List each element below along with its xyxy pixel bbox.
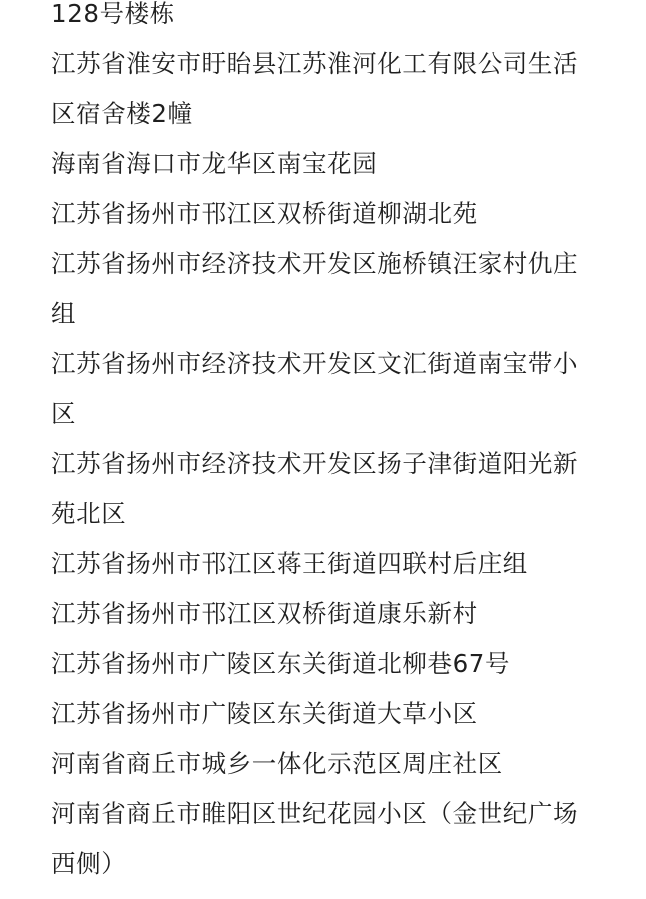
address-line: 江苏省扬州市经济技术开发区施桥镇汪家村仇庄 <box>51 249 579 278</box>
address-line: 组 <box>51 299 77 328</box>
address-line: 海南省海口市龙华区南宝花园 <box>51 149 378 178</box>
address-line: 区 <box>51 399 77 428</box>
address-line: 江苏省扬州市邗江区双桥街道柳湖北苑 <box>51 199 478 228</box>
address-line: 江苏省扬州市广陵区东关街道大草小区 <box>51 699 478 728</box>
address-line: 江苏省扬州市经济技术开发区扬子津街道阳光新 <box>51 449 579 478</box>
address-line: 江苏省扬州市邗江区蒋王街道四联村后庄组 <box>51 549 528 578</box>
address-list <box>51 0 611 889</box>
address-line: 河南省商丘市城乡一体化示范区周庄社区 <box>51 749 503 778</box>
address-line: 江苏省扬州市邗江区双桥街道康乐新村 <box>51 599 478 628</box>
address-line: 河南省商丘市睢阳区世纪花园小区（金世纪广场 <box>51 799 579 828</box>
address-line: 苑北区 <box>51 499 127 528</box>
address-line: 江苏省淮安市盱眙县江苏淮河化工有限公司生活 <box>51 49 579 78</box>
address-line: 西侧） <box>51 849 127 878</box>
address-line: 江苏省扬州市经济技术开发区文汇街道南宝带小 <box>51 349 579 378</box>
address-line: 江苏省扬州市广陵区东关街道北柳巷67号 <box>51 649 511 678</box>
address-line: 区宿舍楼2幢 <box>51 99 193 128</box>
address-line: 128号楼栋 <box>51 0 175 28</box>
